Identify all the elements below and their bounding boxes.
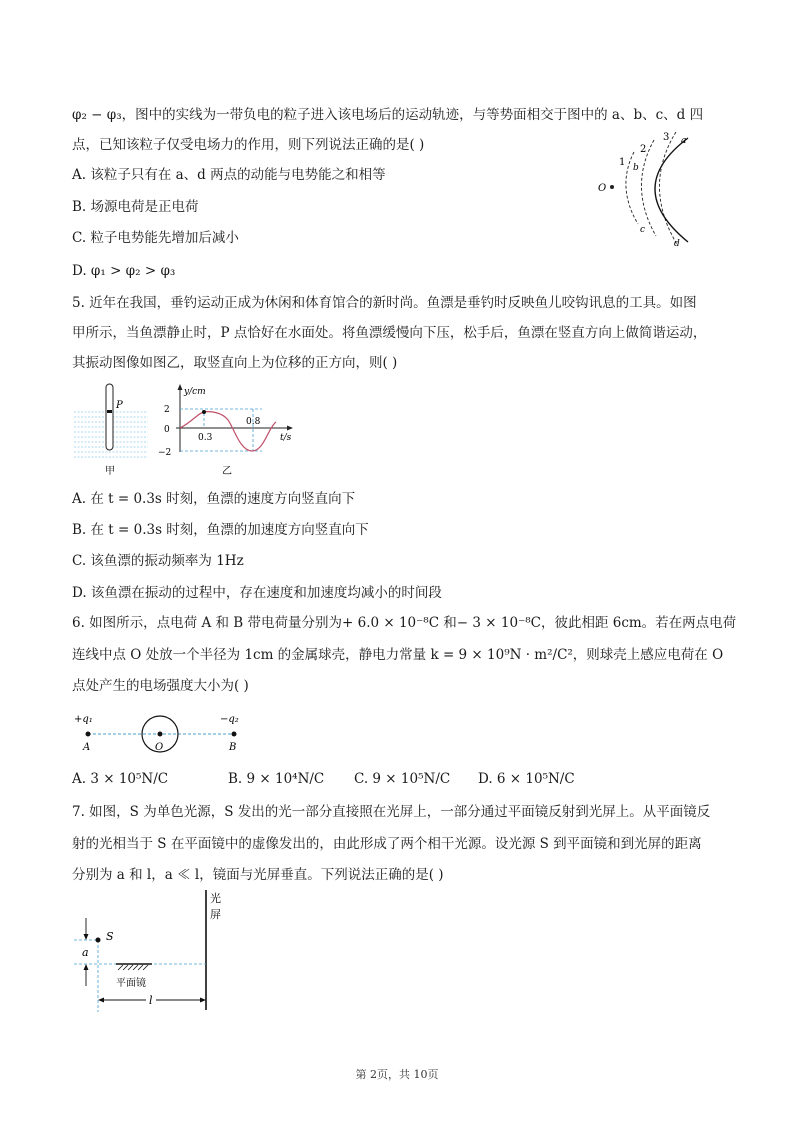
q4-option-a: A. 该粒子只有在 a、d 两点的动能与电势能之和相等 bbox=[72, 167, 386, 183]
q4-option-b: B. 场源电荷是正电荷 bbox=[72, 199, 199, 215]
axis-y-label: y/cm bbox=[184, 387, 206, 397]
label-a: A bbox=[83, 742, 91, 753]
q4-option-d: D. φ₁ > φ₂ > φ₃ bbox=[72, 263, 176, 279]
label-screen-2: 屏 bbox=[210, 908, 221, 921]
q7-stem-line-1: 7. 如图，S 为单色光源，S 发出的光一部分直接照在光屏上，一部分通过平面镜反射到光屏上。从平面镜反 bbox=[72, 804, 711, 820]
label-c: c bbox=[640, 225, 646, 235]
q6-stem-line-2: 连线中点 O 处放一个半径为 1cm 的金属球壳，静电力常量 k = 9 × 10⁹N · m²/C²，则球壳上感应电荷在 O bbox=[72, 647, 724, 663]
q6-stem-line-1: 6. 如图所示，点电荷 A 和 B 带电荷量分别为+ 6.0 × 10⁻⁸C 和− 3 × 10⁻⁸C，彼此相距 6cm。若在两点电荷 bbox=[72, 615, 737, 631]
q6-option-a: A. 3 × 10⁵N/C bbox=[72, 771, 169, 787]
q6-option-b: B. 9 × 10⁴N/C bbox=[228, 771, 325, 787]
label-mirror: 平面镜 bbox=[116, 978, 146, 989]
q6-option-c: C. 9 × 10⁵N/C bbox=[354, 771, 451, 787]
label-1: 1 bbox=[619, 157, 626, 168]
label-s: S bbox=[106, 930, 114, 943]
label-l-distance: l bbox=[149, 994, 153, 1007]
page-footer: 第 2页，共 10页 bbox=[355, 1068, 439, 1081]
mirror-figure bbox=[72, 888, 242, 1014]
label-a: a bbox=[681, 136, 687, 146]
label-p: P bbox=[116, 400, 123, 411]
label-2: 2 bbox=[640, 144, 647, 155]
q5-stem-line-3: 其振动图像如图乙，取竖直向上为位移的正方向，则( ) bbox=[72, 355, 398, 371]
q7-stem-line-3: 分别为 a 和 l，a ≪ l，镜面与光屏垂直。下列说法正确的是( ) bbox=[72, 867, 444, 883]
equipotential-figure bbox=[596, 130, 706, 248]
q5-option-a: A. 在 t = 0.3s 时刻，鱼漂的速度方向竖直向下 bbox=[72, 491, 356, 507]
label-screen-1: 光 bbox=[210, 892, 221, 905]
q4-stem-line-1: φ₂ − φ₃，图中的实线为一带负电的粒子进入该电场后的运动轨迹，与等势面相交于图中的 a、b、c、d 四 bbox=[72, 107, 704, 123]
label-a-distance: a bbox=[82, 946, 89, 959]
label-q2: −q₂ bbox=[220, 714, 239, 725]
caption-jia: 甲 bbox=[105, 466, 115, 477]
tick-y-0: 0 bbox=[164, 425, 170, 435]
q5-stem-line-1: 5. 近年在我国，垂钓运动正成为休闲和体育馆合的新时尚。鱼漂是垂钓时反映鱼儿咬钩讯息的工具。如图 bbox=[72, 295, 697, 311]
q4-stem-line-2: 点，已知该粒子仅受电场力的作用，则下列说法正确的是( ) bbox=[72, 137, 425, 153]
label-b: b bbox=[633, 163, 639, 173]
float-figure bbox=[72, 382, 152, 478]
q5-option-c: C. 该鱼漂的振动频率为 1Hz bbox=[72, 553, 244, 569]
tick-y-2: 2 bbox=[164, 405, 170, 415]
label-3: 3 bbox=[663, 132, 670, 143]
q5-option-b: B. 在 t = 0.3s 时刻，鱼漂的加速度方向竖直向下 bbox=[72, 522, 369, 538]
q6-options bbox=[72, 771, 772, 789]
label-d: d bbox=[674, 239, 680, 248]
label-q1: +q₁ bbox=[74, 714, 93, 725]
q4-option-c: C. 粒子电势能先增加后减小 bbox=[72, 230, 239, 246]
label-o: O bbox=[155, 742, 164, 753]
q6-option-d: D. 6 × 10⁵N/C bbox=[478, 771, 575, 787]
axis-t-label: t/s bbox=[280, 433, 292, 443]
tick-t-0-8: 0.8 bbox=[246, 417, 261, 427]
caption-yi: 乙 bbox=[222, 466, 232, 477]
vibration-graph bbox=[156, 382, 306, 480]
label-b: B bbox=[229, 742, 237, 753]
tick-y-neg2: −2 bbox=[158, 448, 172, 458]
tick-t-0-3: 0.3 bbox=[198, 433, 213, 443]
charges-figure bbox=[72, 708, 252, 756]
q5-option-d: D. 该鱼漂在振动的过程中，存在速度和加速度均减小的时间段 bbox=[72, 585, 442, 601]
q5-stem-line-2: 甲所示，当鱼漂静止时，P 点恰好在水面处。将鱼漂缓慢向下压，松手后，鱼漂在竖直方向上做简谐运动， bbox=[72, 325, 707, 341]
q7-stem-line-2: 射的光相当于 S 在平面镜中的虚像发出的，由此形成了两个相干光源。设光源 S 到平面镜和到光屏的距离 bbox=[72, 836, 702, 852]
label-o: O bbox=[598, 183, 607, 194]
q6-stem-line-3: 点处产生的电场强度大小为( ) bbox=[72, 678, 249, 694]
